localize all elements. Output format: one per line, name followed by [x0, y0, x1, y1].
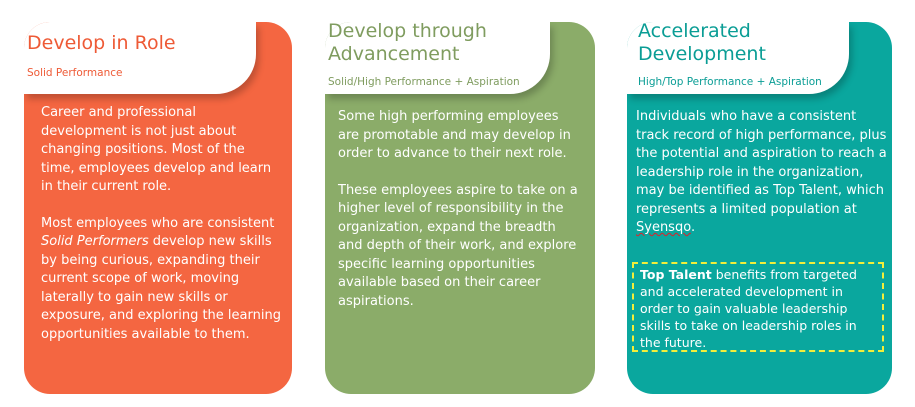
top-talent-description: benefits from targeted and accelerated development in order to gain valuable leadership skills to take on leadership roles in the future.	[640, 267, 857, 350]
card-2-title-line-1: Develop through	[328, 20, 487, 42]
card-3-title-line-2: Development	[638, 43, 766, 65]
card-2-body	[338, 108, 583, 311]
card-1-title: Develop in Role	[27, 32, 176, 54]
card-2-paragraph-2: These employees aspire to take on a higher level of responsibility in the organization, expand the breadth and depth of their work, and explore specific learning opportunities available based on their career aspirations.	[338, 182, 578, 309]
top-talent-label: Top Talent	[640, 267, 712, 282]
card-1-paragraph-1: Career and professional development is not just about changing positions. Most of the time, employees develop and learn in their current role.	[41, 105, 272, 194]
card-1-paragraph-2-prefix: Most employees who are consistent	[41, 215, 275, 231]
card-3-title-line-1: Accelerated	[638, 20, 751, 42]
solid-performers-emphasis: Solid Performers	[41, 234, 149, 249]
card-2-paragraph-1: Some high performing employees are promotable and may develop in order to advance to their next role.	[338, 109, 571, 161]
card-3-paragraph-1	[636, 108, 888, 238]
card-3-paragraph-1-text: Individuals who have a consistent track record of high performance, plus the potential and aspiration to reach a leadership role in the organization, may be identified as Top Talent, which represents a limited population at	[636, 109, 887, 217]
card-2-subtitle: Solid/High Performance + Aspiration	[328, 76, 520, 88]
card-3-body	[636, 108, 888, 238]
card-3-title	[638, 20, 766, 66]
card-2-title-line-2: Advancement	[328, 43, 460, 65]
card-1-paragraph-2-suffix: develop new skills by being curious, expanding their current scope of work, moving laterally to gain new skills or exposure, and exploring the learning opportunities available to them.	[41, 234, 281, 342]
card-2-title	[328, 20, 487, 66]
card-1-subtitle: Solid Performance	[27, 67, 123, 79]
company-name: Syensqo	[636, 220, 691, 235]
card-3-subtitle: High/Top Performance + Aspiration	[638, 76, 822, 88]
top-talent-highlight-box	[632, 262, 884, 352]
card-1-body	[41, 104, 281, 344]
card-3-paragraph-1-end: .	[690, 220, 696, 235]
card-1-paragraph-2	[41, 215, 281, 345]
